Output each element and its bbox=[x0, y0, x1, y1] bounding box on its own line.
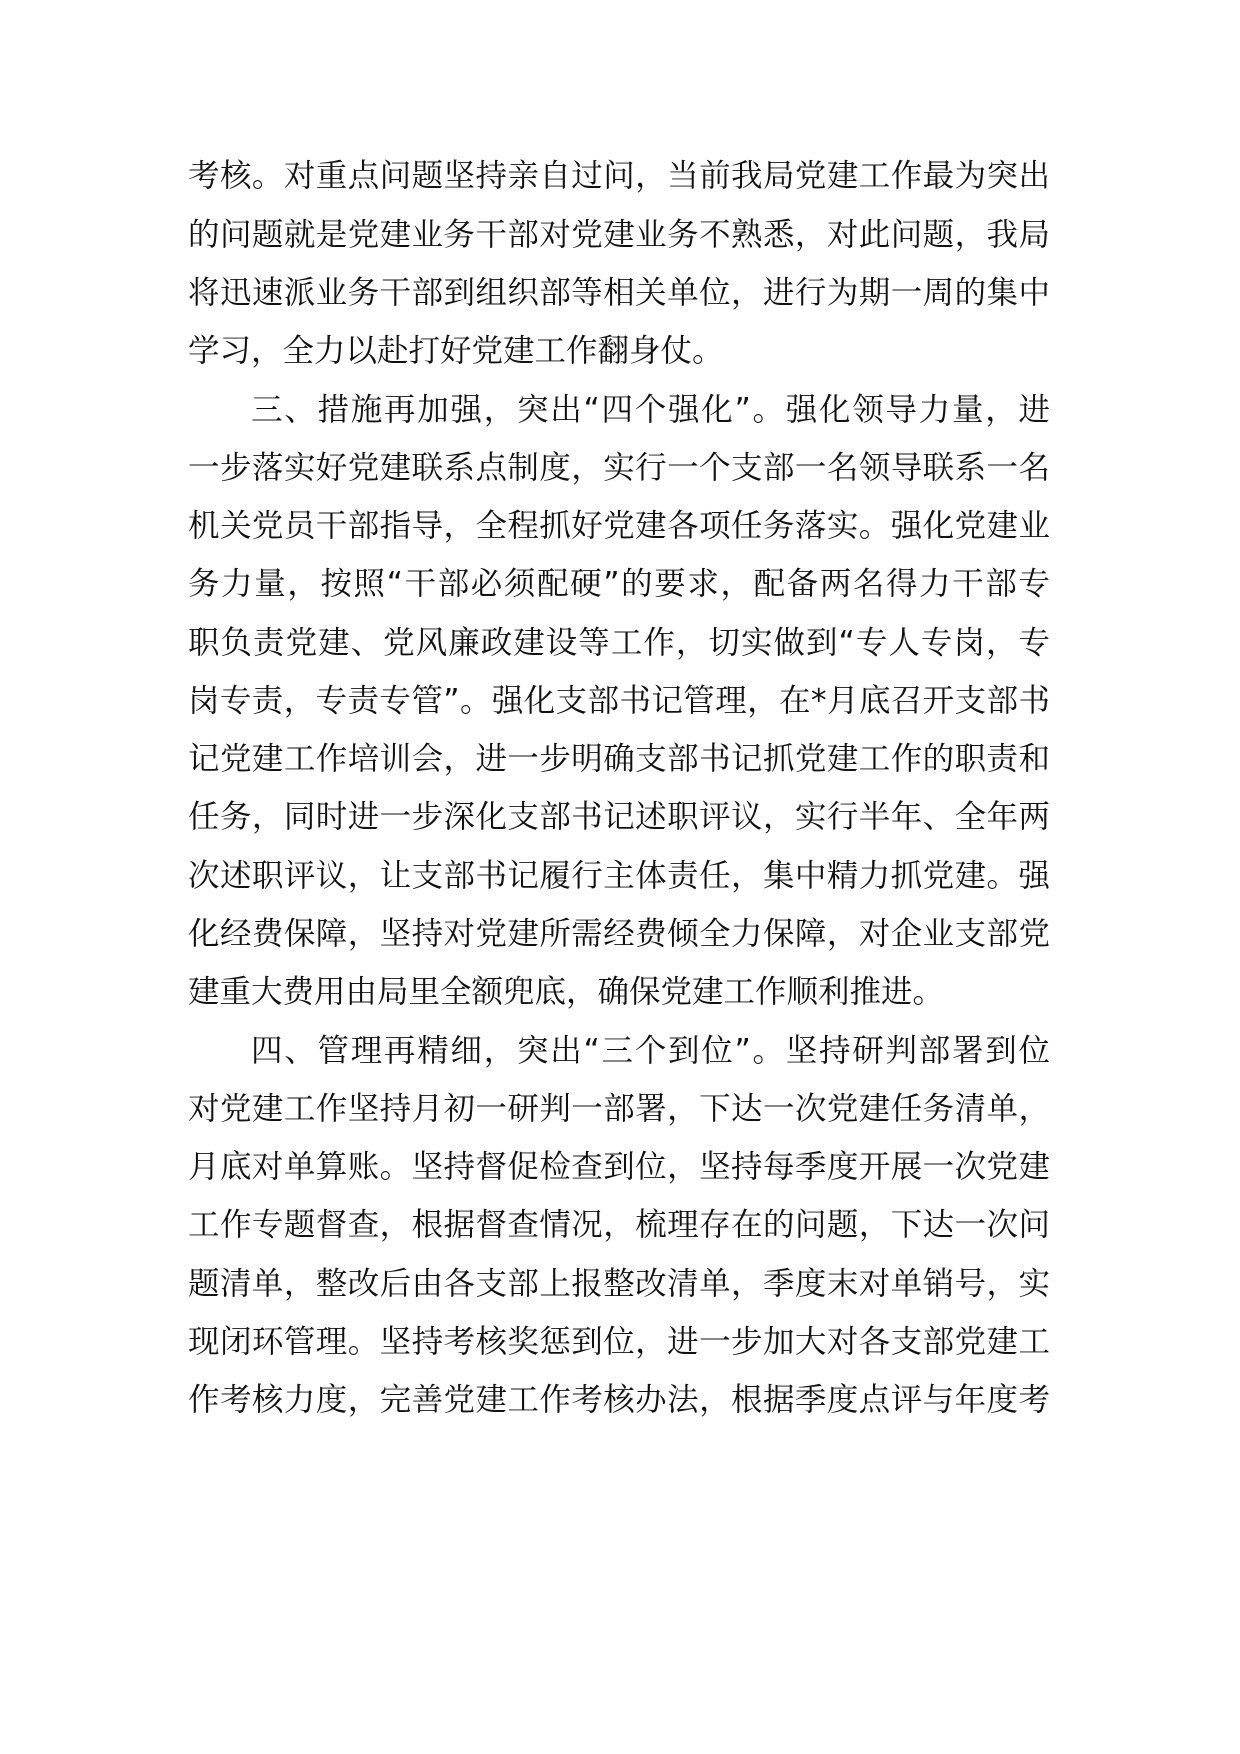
text-line: 职负责党建、党风廉政建设等工作，切实做到“专人专岗，专 bbox=[188, 625, 1050, 661]
text-line: 一步落实好党建联系点制度，实行一个支部一名领导联系一名 bbox=[188, 450, 1050, 486]
text-line: 作考核力度，完善党建工作考核办法，根据季度点评与年度考 bbox=[188, 1382, 1050, 1418]
text-line: 现闭环管理。坚持考核奖惩到位，进一步加大对各支部党建工 bbox=[188, 1324, 1050, 1360]
text-line: 题清单，整改后由各支部上报整改清单，季度末对单销号，实 bbox=[188, 1266, 1050, 1302]
text-line: 务力量，按照“干部必须配硬”的要求，配备两名得力干部专 bbox=[188, 566, 1050, 602]
section-heading-line: 三、措施再加强，突出“四个强化”。强化领导力量，进 bbox=[251, 392, 1050, 428]
text-line: 任务，同时进一步深化支部书记述职评议，实行半年、全年两 bbox=[188, 799, 1050, 835]
text-line: 对党建工作坚持月初一研判一部署，下达一次党建任务清单， bbox=[188, 1091, 1050, 1127]
text-line: 工作专题督查，根据督查情况，梳理存在的问题，下达一次问 bbox=[188, 1207, 1050, 1243]
text-line: 化经费保障，坚持对党建所需经费倾全力保障，对企业支部党 bbox=[188, 916, 1050, 952]
text-line: 次述职评议，让支部书记履行主体责任，集中精力抓党建。强 bbox=[188, 858, 1050, 894]
text-line: 学习，全力以赴打好党建工作翻身仗。 bbox=[188, 333, 724, 369]
text-line: 考核。对重点问题坚持亲自过问，当前我局党建工作最为突出 bbox=[188, 158, 1050, 194]
text-line: 岗专责，专责专管”。强化支部书记管理，在*月底召开支部书 bbox=[188, 683, 1050, 719]
text-line: 将迅速派业务干部到组织部等相关单位，进行为期一周的集中 bbox=[188, 275, 1050, 311]
section-heading-line: 四、管理再精细，突出“三个到位”。坚持研判部署到位 bbox=[251, 1033, 1050, 1069]
text-line: 建重大费用由局里全额兜底，确保党建工作顺利推进。 bbox=[188, 974, 945, 1010]
text-line: 记党建工作培训会，进一步明确支部书记抓党建工作的职责和 bbox=[188, 741, 1050, 777]
text-line: 月底对单算账。坚持督促检查到位，坚持每季度开展一次党建 bbox=[188, 1149, 1050, 1185]
text-line: 机关党员干部指导，全程抓好党建各项任务落实。强化党建业 bbox=[188, 508, 1050, 544]
text-line: 的问题就是党建业务干部对党建业务不熟悉，对此问题，我局 bbox=[188, 217, 1050, 253]
